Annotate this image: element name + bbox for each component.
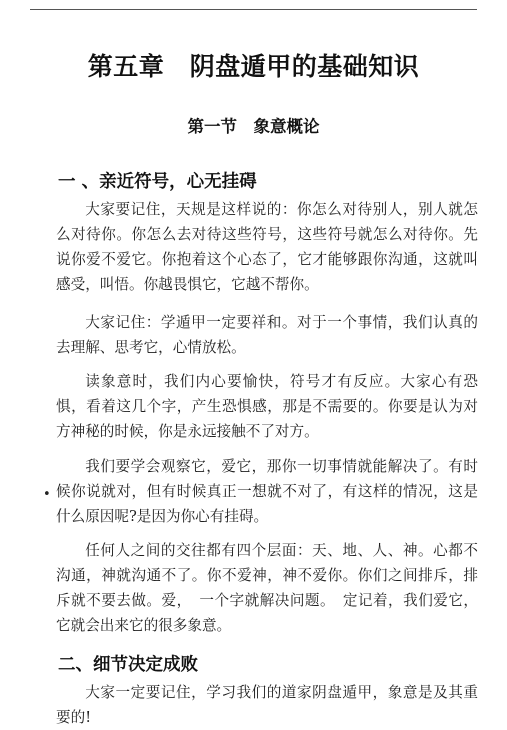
paragraph-5: 任何人之间的交往都有四个层面：天、地、人、神。心都不沟通，神就沟通不了。你不爱神，神不爱你。你们之间排斥，排斥就不要去做。爱， 一个字就解决问题。 定记着，我们爱它，它就会出来它的很多象意。: [56, 542, 478, 634]
heading-2: 二、细节决定成败: [58, 655, 198, 675]
paragraph-3: 读象意时，我们内心要愉快，符号才有反应。大家心有恐惧，看着这几个字，产生恐惧感，那是不需要的。你要是认为对方神秘的时候，你是永远接触不了对方。: [56, 373, 478, 440]
heading-1: 一 、亲近符号，心无挂碍: [58, 172, 257, 192]
paragraph-1: 大家要记住，天规是这样说的：你怎么对待别人，别人就怎么对待你。你怎么去对待这些符号，这些符号就怎么对待你。先说你爱不爱它。你抱着这个心态了，它才能够跟你沟通，这就叫感受，叫悟。你越畏惧它，它越不帮你。: [56, 201, 478, 293]
header-rule: [30, 9, 477, 10]
section-title: 第一节 象意概论: [187, 117, 320, 136]
chapter-title: 第五章 阴盘遁甲的基础知识: [87, 52, 420, 81]
paragraph-6: 大家一定要记住，学习我们的道家阴盘遁甲，象意是及其重要的!: [56, 684, 478, 726]
paragraph-4: 我们要学会观察它，爱它，那你一切事情就能解决了。有时候你说就对，但有时候真正一想就不对了，有这样的情况，这是什么原因呢?是因为你心有挂碍。: [56, 458, 478, 525]
bullet-mark: •: [43, 487, 51, 502]
paragraph-2: 大家记住：学遁甲一定要祥和。对于一个事情，我们认真的去理解、思考它，心情放松。: [56, 314, 478, 356]
